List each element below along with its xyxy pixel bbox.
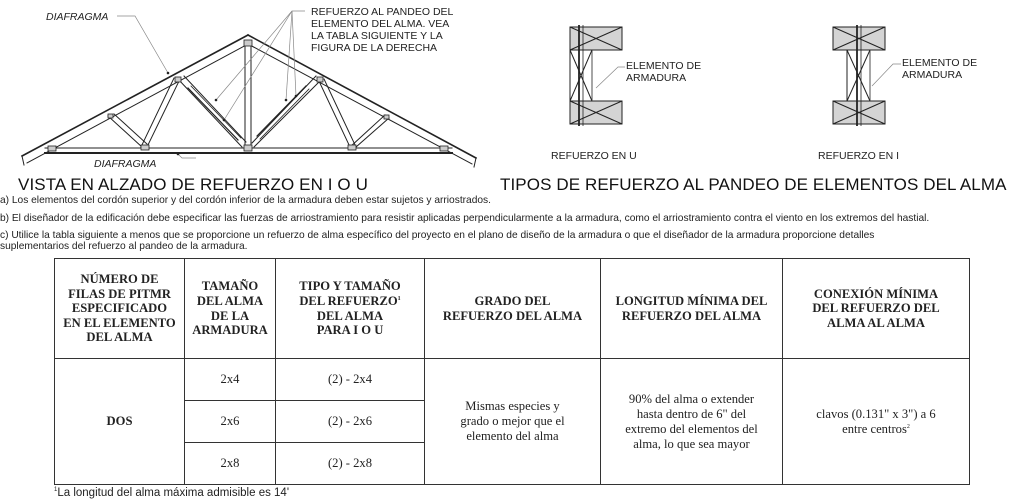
web-size-cell: 2x6 [185,401,276,443]
types-title: TIPOS DE REFUERZO AL PANDEO DE ELEMENTOS DEL ALMA [500,175,1007,194]
web-size-cell: 2x8 [185,443,276,485]
grade-cell: Mismas especies y grado o mejor que el elemento del alma [425,359,601,485]
refuerzo-note: REFUERZO AL PANDEO DEL ELEMENTO DEL ALMA. VEA LA TABLA SIGUIENTE Y LA FIGURA DE LA DERECHA [311,6,454,54]
i-brace-caption: REFUERZO EN I [818,150,900,162]
header-web-size: TAMAÑO DEL ALMA DE LA ARMADURA [185,259,276,359]
diafragma-bottom-label: DIAFRAGMA [94,158,157,170]
leader-lines [117,11,305,158]
header-rows-count: NÚMERO DE FILAS DE PITMR ESPECIFICADO EN EL ELEMENTO DEL ALMA [55,259,185,359]
connection-cell: clavos (0.131" x 3") a 6 entre centros$^2$ [783,359,970,485]
table-header-row [55,259,970,359]
brace-cell: (2) - 2x8 [276,443,425,485]
header-min-connection: CONEXIÓN MÍNIMA DEL REFUERZO DEL ALMA AL ALMA [783,259,970,359]
note-c-line2: suplementarios del refuerzo al pandeo de la armadura. [0,241,248,252]
i-brace-figure [833,25,901,126]
truss-elevation [22,35,476,167]
u-brace-caption: REFUERZO EN U [551,150,637,162]
footnote: $^1$La longitud del alma máxima admisible es 14' [54,487,290,499]
note-c-line1: c) Utilice la tabla siguiente a menos que se proporcione un refuerzo de alma específico del proyecto en el plano de diseño de la armadura o que el diseñador de la armadura proporcione detalles [0,230,875,241]
note-a: a) Los elementos del cordón superior y del cordón inferior de la armadura deben estar sujetos y arriostrados. [0,195,491,206]
web-size-cell: 2x4 [185,359,276,401]
web-brace-table [54,258,970,485]
header-brace-grade: GRADO DEL REFUERZO DEL ALMA [425,259,601,359]
u-brace-figure [570,25,625,126]
header-min-length: LONGITUD MÍNIMA DEL REFUERZO DEL ALMA [601,259,783,359]
brace-cell: (2) - 2x6 [276,401,425,443]
header-brace-type: TIPO Y TAMAÑO DEL REFUERZO$^1$ DEL ALMA PARA I O U [276,259,425,359]
table-row [55,359,970,401]
diafragma-top-label: DIAFRAGMA [46,11,109,23]
elevation-title: VISTA EN ALZADO DE REFUERZO EN I O U [18,175,368,194]
note-b: b) El diseñador de la edificación debe especificar las fuerzas de arriostramiento para resistir aplicadas perpendicularmente a la armadura, como el arriostramiento contra el viento en los extremos del hastial. [0,213,930,224]
u-member-label: ELEMENTO DE ARMADURA [626,60,702,84]
i-member-label: ELEMENTO DE ARMADURA [902,57,978,81]
rows-count-cell: DOS [55,359,185,485]
length-cell: 90% del alma o extender hasta dentro de 6" del extremo del elementos del alma, lo que sea mayor [601,359,783,485]
brace-cell: (2) - 2x4 [276,359,425,401]
